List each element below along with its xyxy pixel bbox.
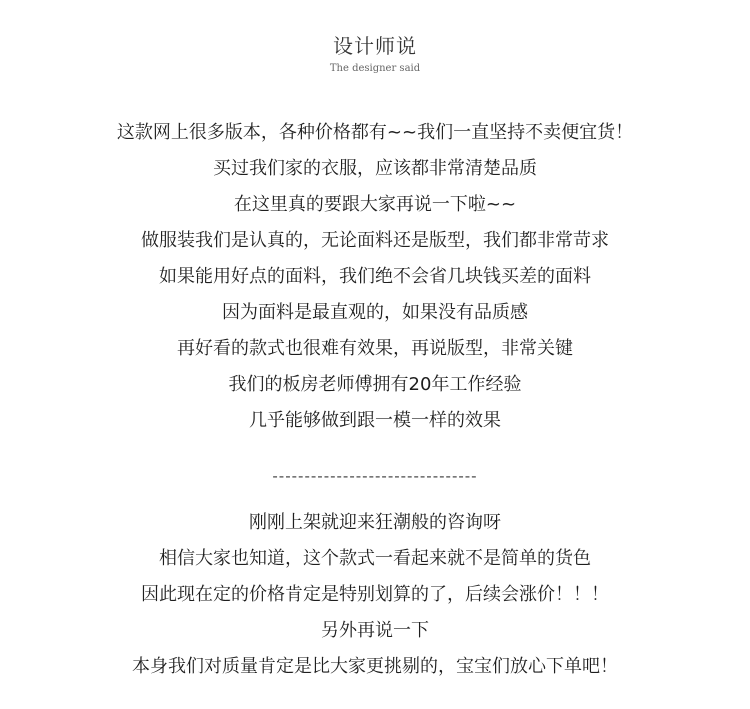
statement-line: 因为面料是最直观的，如果没有品质感 [222, 302, 528, 323]
statement-line: 在这里真的要跟大家再说一下啦~~ [233, 194, 517, 215]
statement-line: 相信大家也知道，这个款式一看起来就不是简单的货色 [159, 548, 591, 569]
statement-line: 这款网上很多版本，各种价格都有~~我们一直坚持不卖便宜货！ [116, 122, 634, 143]
statement-line: 我们的板房老师傅拥有20年工作经验 [228, 374, 522, 395]
statement-line: 几乎能够做到跟一模一样的效果 [249, 410, 501, 431]
section-divider: -------------------------------- [272, 467, 478, 485]
statement-line: 刚刚上架就迎来狂潮般的咨询呀 [249, 512, 501, 533]
statement-line: 因此现在定的价格肯定是特别划算的了，后续会涨价！！！ [141, 584, 609, 605]
page-subtitle: The designer said [329, 63, 421, 74]
statement-line: 另外再说一下 [321, 620, 429, 641]
statement-block-pricing [0, 505, 750, 685]
statement-line: 本身我们对质量肯定是比大家更挑剔的，宝宝们放心下单吧！ [132, 656, 618, 677]
statement-line: 如果能用好点的面料，我们绝不会省几块钱买差的面料 [159, 266, 591, 287]
statement-block-quality [0, 115, 750, 439]
statement-line: 买过我们家的衣服，应该都非常清楚品质 [213, 158, 537, 179]
statement-line: 做服装我们是认真的，无论面料还是版型，我们都非常苛求 [141, 230, 609, 251]
page-title: 设计师说 [333, 34, 417, 58]
statement-line: 再好看的款式也很难有效果，再说版型，非常关键 [177, 338, 573, 359]
